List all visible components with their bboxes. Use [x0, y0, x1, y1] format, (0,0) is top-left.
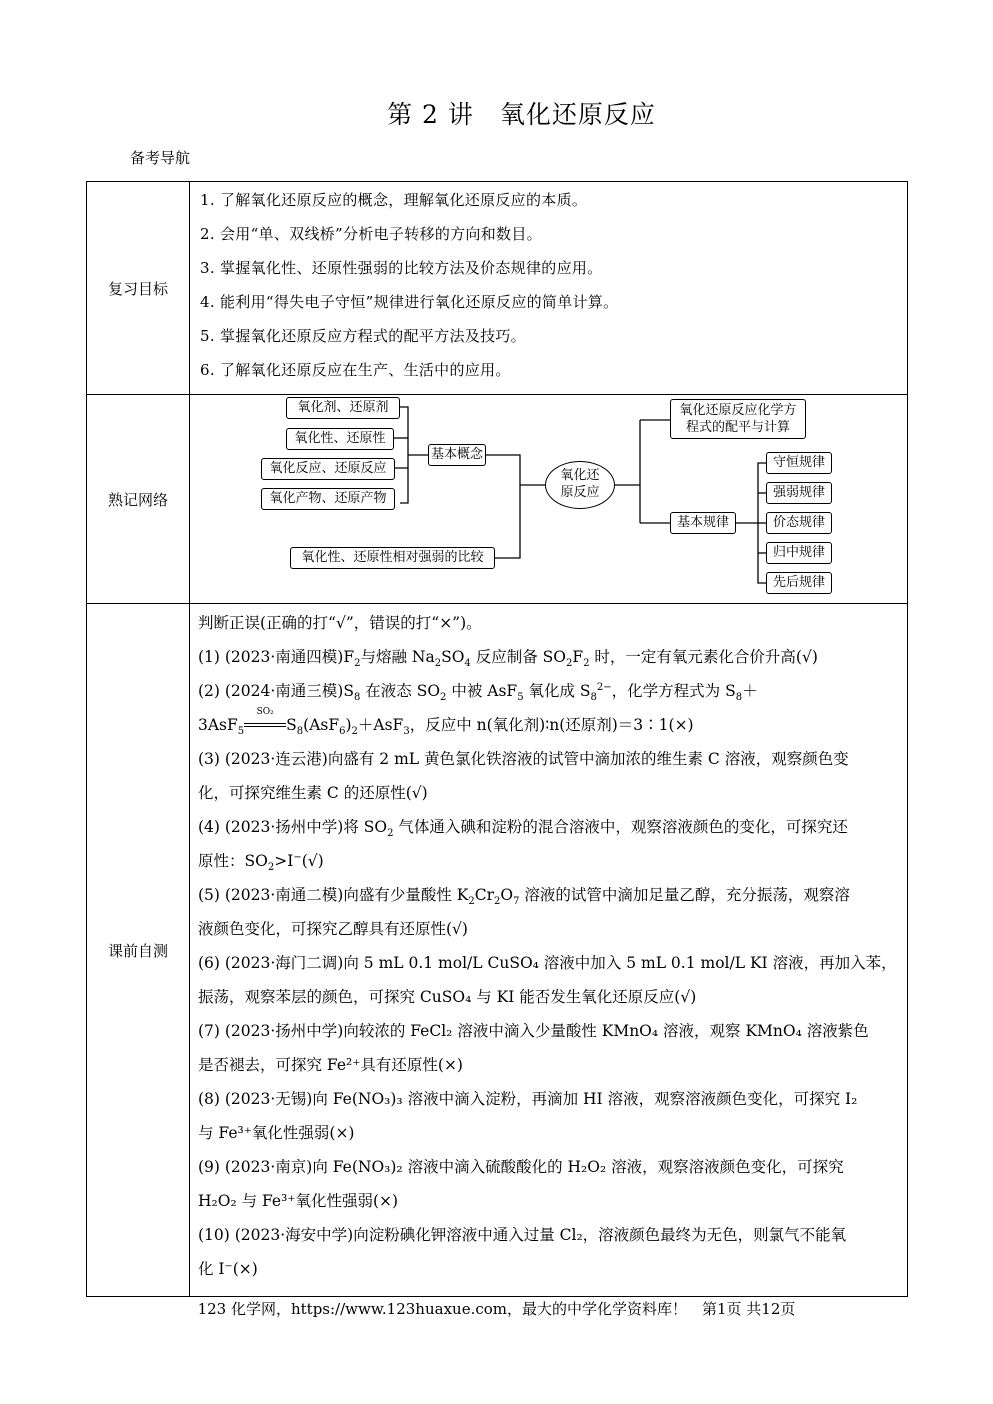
- node-rule-valence: 价态规律: [766, 512, 832, 534]
- test-item-8-cont: 与 Fe³⁺氧化性强弱(×): [198, 1124, 355, 1142]
- test-item-4: (4) (2023·扬州中学)将 $SO_2$ 气体通入碘和淀粉的混合溶液中，观察溶液颜色的变化，可探究还: [198, 818, 848, 840]
- node-oxidant-reductant: 氧化剂、还原剂: [286, 397, 400, 419]
- node-basic-concept: 基本概念: [428, 444, 486, 466]
- test-item-2: (2) (2024·南通三模)$S_8$ 在液态 $SO_2$ 中被 AsF$_5$ 氧化成 $S_8^{2-}$，化学方程式为 $S_8+$: [198, 681, 758, 704]
- test-item-6: (6) (2023·海门二调)向 5 mL 0.1 mol/L CuSO₄ 溶液中加入 5 mL 0.1 mol/L KI 溶液，再加入苯，: [198, 954, 897, 972]
- test-item-5: (5) (2023·南通二模)向盛有少量酸性 $K_2Cr_2O_7$ 溶液的试管中滴加足量乙醇，充分振荡，观察溶: [198, 886, 850, 908]
- test-item-2-equation: 3AsF$_5$ SO₂ $S_8(AsF_6)_2+AsF_3$，反应中 n(氧化剂)∶n(还原剂)＝3∶1(×): [198, 707, 694, 738]
- test-item-3-cont: 化，可探究维生素 C 的还原性(√): [198, 784, 428, 802]
- goal-item: 1. 了解氧化还原反应的概念，理解氧化还原反应的本质。: [200, 191, 588, 209]
- concept-map: [190, 395, 907, 600]
- test-item-7: (7) (2023·扬州中学)向较浓的 FeCl₂ 溶液中滴入少量酸性 KMnO₄ 溶液，观察 KMnO₄ 溶液紫色: [198, 1022, 869, 1040]
- goals-cell: [190, 182, 908, 395]
- goal-item: 4. 能利用“得失电子守恒”规律进行氧化还原反应的简单计算。: [200, 293, 619, 311]
- page-title: 第 2 讲 氧化还原反应: [387, 100, 656, 129]
- test-item-10: (10) (2023·海安中学)向淀粉碘化钾溶液中通入过量 Cl₂，溶液颜色最终为无色，则氯气不能氧: [198, 1226, 847, 1244]
- test-label: 课前自测: [87, 604, 190, 1297]
- node-rule-sequence: 先后规律: [766, 572, 832, 594]
- goal-item: 3. 掌握氧化性、还原性强弱的比较方法及价态规律的应用。: [200, 259, 603, 277]
- test-item-7-cont: 是否褪去，可探究 Fe²⁺具有还原性(×): [198, 1056, 463, 1074]
- test-item-1: (1) (2023·南通四模)$F_2$与熔融 $Na_2SO_4$ 反应制备 $SO_2F_2$ 时，一定有氧元素化合价升高(√): [198, 648, 818, 670]
- test-cell: [190, 604, 908, 1297]
- test-item-6-cont: 振荡，观察苯层的颜色，可探究 CuSO₄ 与 KI 能否发生氧化还原反应(√): [198, 988, 697, 1006]
- node-strength-compare: 氧化性、还原性相对强弱的比较: [290, 547, 495, 569]
- test-item-9-cont: H₂O₂ 与 Fe³⁺氧化性强弱(×): [198, 1192, 399, 1210]
- connector: [400, 407, 408, 503]
- node-balance-calc: 氧化还原反应化学方 程式的配平与计算: [670, 399, 806, 439]
- node-rule-comproportion: 归中规律: [766, 542, 832, 564]
- goal-item: 2. 会用“单、双线桥”分析电子转移的方向和数目。: [200, 225, 542, 243]
- test-item-8: (8) (2023·无锡)向 Fe(NO₃)₃ 溶液中滴入淀粉，再滴加 HI 溶液，观察溶液颜色变化，可探究 I₂: [198, 1090, 858, 1108]
- node-oxidation-reduction: 氧化反应、还原反应: [261, 458, 395, 480]
- test-item-3: (3) (2023·连云港)向盛有 2 mL 黄色氯化铁溶液的试管中滴加浓的维生素 C 溶液，观察颜色变: [198, 750, 849, 768]
- page-footer: 123 化学网，https://www.123huaxue.com，最大的中学化学资料库！ 第1页 共12页: [197, 1300, 796, 1318]
- node-center: 氧化还 原反应: [545, 461, 615, 509]
- goal-item: 6. 了解氧化还原反应在生产、生活中的应用。: [200, 361, 511, 379]
- network-label: 熟记网络: [87, 395, 190, 604]
- goals-label: 复习目标: [87, 182, 190, 395]
- test-item-10-cont: 化 I⁻(×): [198, 1260, 258, 1278]
- test-intro: 判断正误(正确的打“√”，错误的打“×”)。: [198, 614, 482, 632]
- connector: [495, 495, 520, 558]
- node-rule-strength: 强弱规律: [766, 482, 832, 504]
- test-item-5-cont: 液颜色变化，可探究乙醇具有还原性(√): [198, 920, 468, 938]
- guide-table: [86, 181, 908, 1297]
- test-item-4-cont: 原性：$SO_2>I^-(√)$: [198, 851, 324, 874]
- network-cell: [190, 395, 908, 604]
- node-basic-rules: 基本规律: [670, 512, 736, 534]
- node-products: 氧化产物、还原产物: [261, 488, 395, 510]
- connector: [485, 455, 520, 495]
- goal-item: 5. 掌握氧化还原反应方程式的配平方法及技巧。: [200, 327, 526, 345]
- test-item-9: (9) (2023·南京)向 Fe(NO₃)₂ 溶液中滴入硫酸酸化的 H₂O₂ 溶液，观察溶液颜色变化，可探究: [198, 1158, 844, 1176]
- node-rule-conservation: 守恒规律: [766, 452, 832, 474]
- reaction-arrow: SO₂: [244, 719, 286, 733]
- node-oxidizing-reducing: 氧化性、还原性: [286, 428, 394, 450]
- section-heading: 备考导航: [130, 149, 191, 167]
